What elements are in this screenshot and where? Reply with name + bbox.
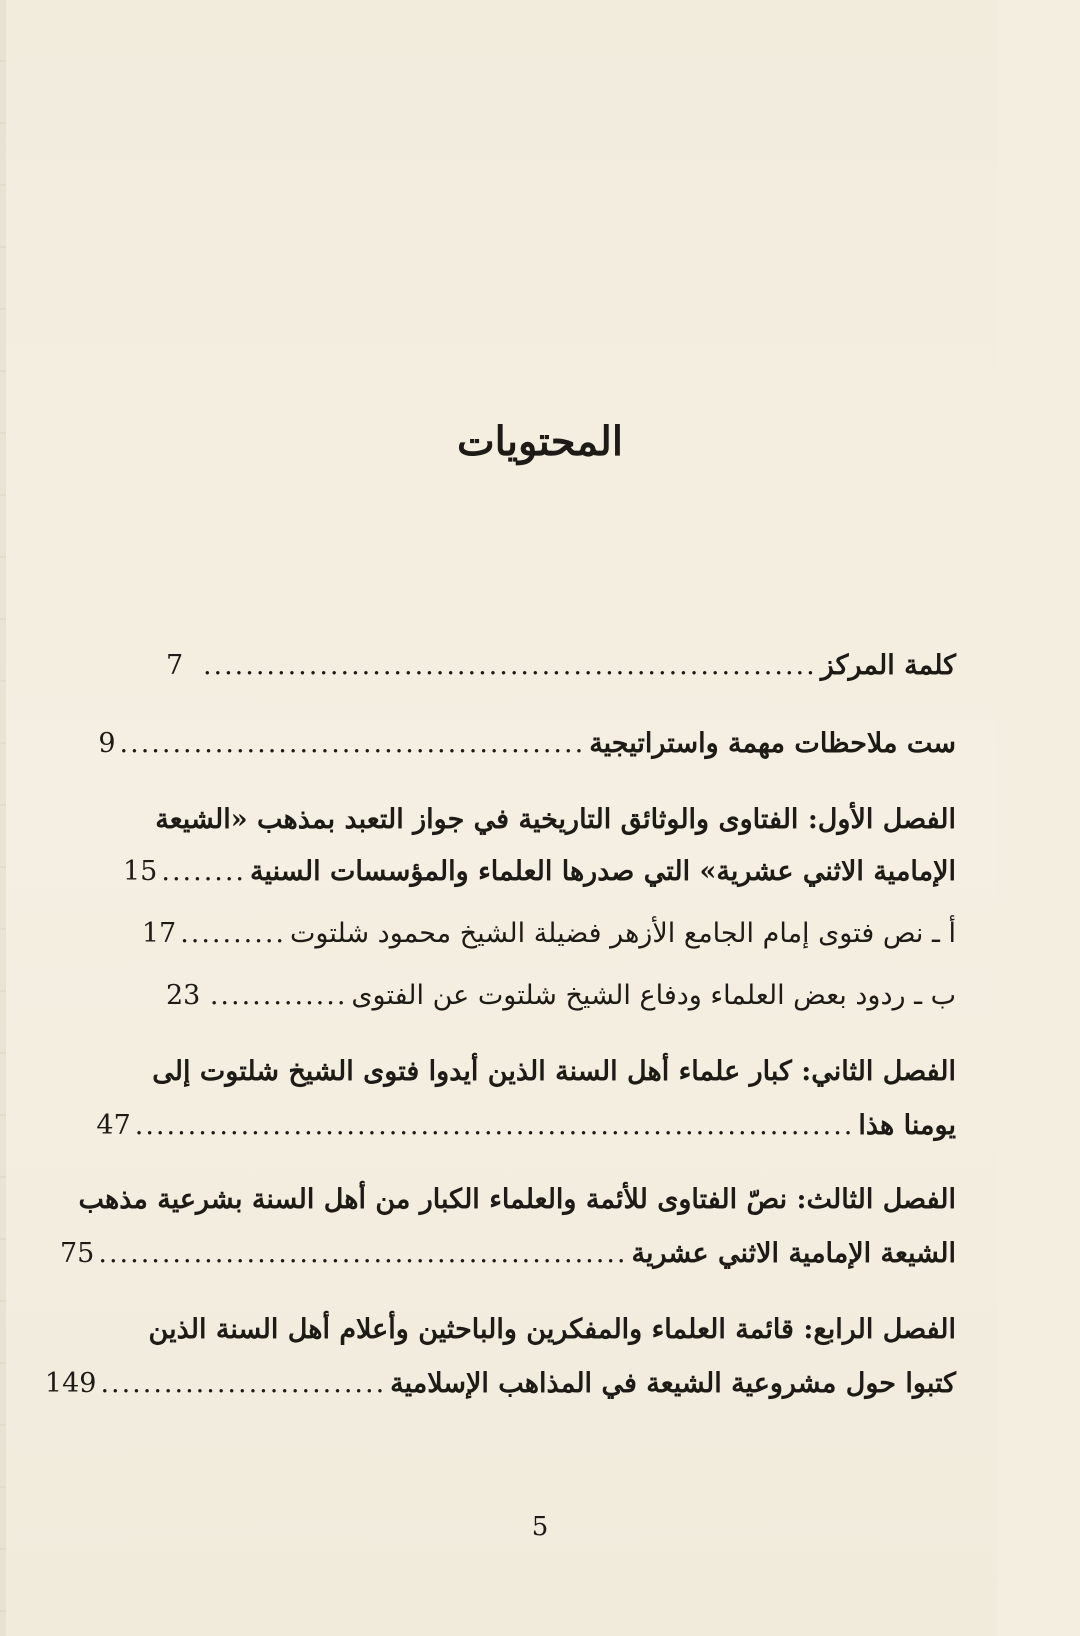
toc-line xyxy=(96,1106,956,1146)
toc-leader-dots: ............................................ xyxy=(119,728,586,759)
toc-entry-title-continued: كتبوا حول مشروعية الشيعة في المذاهب الإسلامية xyxy=(390,1368,956,1399)
toc-entry-title-continued: الإمامية الاثني عشرية» التي صدرها العلماء والمؤسسات السنية xyxy=(250,856,956,887)
toc-entry-title: الفصل الرابع: قائمة العلماء والمفكرين والباحثين وأعلام أهل السنة الذين xyxy=(148,1314,956,1345)
page-number: 5 xyxy=(531,1512,549,1542)
toc-line xyxy=(152,1052,956,1092)
page-edge xyxy=(0,0,6,1636)
toc-leader-dots: .......................................................... xyxy=(202,650,817,681)
toc-leader-dots: .................................................. xyxy=(98,1238,628,1269)
toc-line xyxy=(78,1180,956,1220)
toc-page-number: 23 xyxy=(166,980,201,1011)
toc-page-number: 9 xyxy=(98,728,116,759)
page-title: المحتويات xyxy=(457,418,623,465)
toc-line xyxy=(155,800,956,840)
toc-leader-dots: ........................... xyxy=(100,1368,387,1399)
toc-leader-dots: ........ xyxy=(161,856,247,887)
toc-page-number: 75 xyxy=(60,1238,95,1269)
toc-line xyxy=(60,1234,956,1274)
toc-page-number: 47 xyxy=(96,1110,131,1141)
toc-entry-title: ب ـ ردود بعض العلماء ودفاع الشيخ شلتوت عن الفتوى xyxy=(351,980,956,1011)
toc-line xyxy=(123,852,956,892)
toc-entry-title-continued: يومنا هذا xyxy=(858,1110,956,1141)
toc-leader-dots: ............. xyxy=(209,980,348,1011)
toc-line xyxy=(148,1310,956,1350)
toc-page-number: 7 xyxy=(166,650,184,681)
toc-line xyxy=(166,976,956,1016)
toc-line xyxy=(98,724,956,764)
toc-leader-dots: .................................................................... xyxy=(134,1110,855,1141)
toc-entry-title: أ ـ نص فتوى إمام الجامع الأزهر فضيلة الشيخ محمود شلتوت xyxy=(290,918,956,949)
toc-entry-title: الفصل الثالث: نصّ الفتاوى للأئمة والعلماء الكبار من أهل السنة بشرعية مذهب xyxy=(78,1184,956,1215)
toc-line xyxy=(44,1364,956,1404)
toc-entry-title: الفصل الثاني: كبار علماء أهل السنة الذين أيدوا فتوى الشيخ شلتوت إلى xyxy=(152,1056,956,1087)
toc-page-number: 15 xyxy=(123,856,158,887)
toc-page-number: 17 xyxy=(141,918,177,949)
toc-entry-title: كلمة المركز xyxy=(820,650,956,681)
toc-page-number: 149 xyxy=(44,1368,97,1399)
toc-entry-title-continued: الشيعة الإمامية الاثني عشرية xyxy=(631,1238,956,1269)
toc-entry-title: الفصل الأول: الفتاوى والوثائق التاريخية في جواز التعبد بمذهب «الشيعة xyxy=(155,804,956,835)
toc-line xyxy=(141,914,956,954)
toc-entry-title: ست ملاحظات مهمة واستراتيجية xyxy=(589,728,956,759)
toc-line xyxy=(166,646,956,686)
toc-leader-dots: .......... xyxy=(180,918,287,949)
